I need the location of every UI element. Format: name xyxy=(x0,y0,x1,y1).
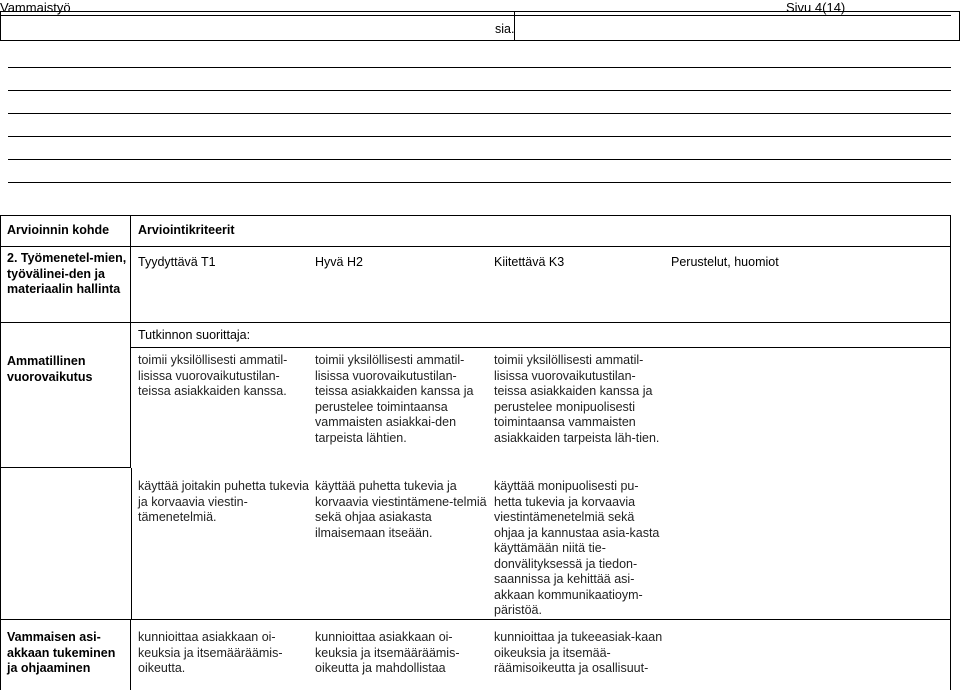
row3-t1: kunnioittaa asiakkaan oi-keuksia ja itsemääräämis-oikeutta. xyxy=(138,630,283,675)
row2-h2: käyttää puhetta tukevia ja korvaavia viestintämene-telmiä sekä ohjaa asiakasta ilmaisemaan itseään. xyxy=(315,479,487,540)
header-kriteerit: Arviointikriteerit xyxy=(138,223,235,237)
intro-table xyxy=(0,11,960,41)
grade-perustelut: Perustelut, huomiot xyxy=(671,255,779,269)
row1-k3: toimii yksilöllisesti ammatil-lisissa vuorovaikutustilan-teissa asiakkaiden kanssa ja perustelee monipuolisesti toimintaansa vammaisten asiakkaiden tarpeista läh-tien. xyxy=(494,353,660,445)
intro-cell-right xyxy=(515,12,960,41)
row3-k3: kunnioittaa ja tukeeasiak-kaan oikeuksia ja itsemää-räämisoikeutta ja osallisuut- xyxy=(494,630,663,675)
writing-line xyxy=(8,159,951,160)
target-tukeminen: Vammaisen asi-akkaan tukeminen ja ohjaaminen xyxy=(7,630,116,675)
criteria-row-1 xyxy=(131,323,951,468)
intro-cell xyxy=(1,12,515,41)
row3-h2: kunnioittaa asiakkaan oi-keuksia ja itsemääräämis-oikeutta ja mahdollistaa xyxy=(315,630,460,675)
subheader-rule xyxy=(131,347,951,348)
criteria-row-3 xyxy=(131,620,951,690)
writing-line xyxy=(8,136,951,137)
grades-cell xyxy=(131,247,951,323)
writing-line xyxy=(8,67,951,68)
header-kohde: Arvioinnin kohde xyxy=(7,223,110,237)
grade-k3: Kiitettävä K3 xyxy=(494,255,565,269)
target-cell-2 xyxy=(0,620,131,690)
target-cell xyxy=(0,323,131,468)
document-title: Vammaistyö xyxy=(0,0,71,15)
writing-line xyxy=(8,182,951,183)
intro-text: sia. xyxy=(495,21,515,36)
section-title: 2. Työmenetel-mien, työvälinei-den ja materiaalin hallinta xyxy=(7,251,127,296)
row1-t1: toimii yksilöllisesti ammatil-lisissa vuorovaikutustilan-teissa asiakkaiden kanssa. xyxy=(138,353,288,398)
writing-line xyxy=(8,113,951,114)
criteria-row-2 xyxy=(0,468,951,620)
subheader: Tutkinnon suorittaja: xyxy=(138,328,251,342)
page-number: Sivu 4(14) xyxy=(786,0,846,15)
header-kriteerit-cell xyxy=(131,215,951,247)
writing-line xyxy=(8,90,951,91)
header-kohde-cell xyxy=(0,215,131,247)
target-vuorovaikutus: Ammatillinen vuorovaikutus xyxy=(7,354,93,384)
row2-k3: käyttää monipuolisesti pu-hetta tukevia ja korvaavia viestintämenetelmiä sekä ohjaa ja kannustaa asia-kasta käyttämään niitä tie-donvälityksessä ja tiedon-saannissa ja kehittää asi-akkaan kommunikaatioym-päristöä. xyxy=(494,479,660,617)
row1-h2: toimii yksilöllisesti ammatil-lisissa vuorovaikutustilan-teissa asiakkaiden kanssa ja perustelee toimintaansa vammaisten asiakkai-den tarpeista lähtien. xyxy=(315,353,474,445)
section-title-cell xyxy=(0,247,131,323)
grade-h2: Hyvä H2 xyxy=(315,255,363,269)
row2-t1: käyttää joitakin puhetta tukevia ja korvaavia viestin-tämenetelmiä. xyxy=(138,479,309,524)
grade-t1: Tyydyttävä T1 xyxy=(138,255,216,269)
